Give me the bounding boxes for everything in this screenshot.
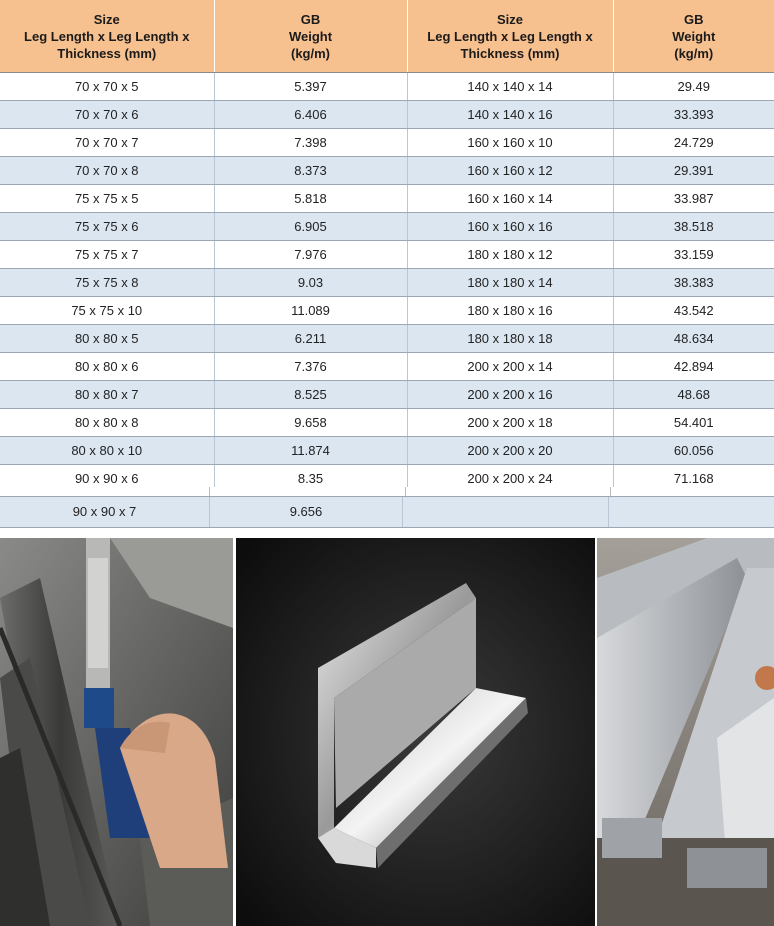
table-row	[0, 297, 774, 325]
table-cell: 160 x 160 x 10	[407, 129, 613, 157]
table-cell: 200 x 200 x 18	[407, 409, 613, 437]
table-cell: 60.056	[613, 437, 774, 465]
table-cell: 75 x 75 x 7	[0, 241, 214, 269]
table-cell: 80 x 80 x 10	[0, 437, 214, 465]
table-cell: 200 x 200 x 14	[407, 353, 613, 381]
table-cell: 180 x 180 x 18	[407, 325, 613, 353]
table-cell: 11.874	[214, 437, 407, 465]
table-cell: 7.376	[214, 353, 407, 381]
table-cell: 70 x 70 x 6	[0, 101, 214, 129]
table-cell: 140 x 140 x 14	[407, 73, 613, 101]
table-cell: 200 x 200 x 24	[407, 465, 613, 493]
table-cell: 75 x 75 x 5	[0, 185, 214, 213]
table-row	[0, 381, 774, 409]
table-row	[0, 353, 774, 381]
table-gap	[0, 487, 774, 496]
table-cell: 48.68	[613, 381, 774, 409]
table-cell: 33.987	[613, 185, 774, 213]
table-cell: 160 x 160 x 14	[407, 185, 613, 213]
table-row	[0, 241, 774, 269]
table-cell: 8.373	[214, 157, 407, 185]
table-cell: 24.729	[613, 129, 774, 157]
table-cell: 9.03	[214, 269, 407, 297]
table-cell: 9.658	[214, 409, 407, 437]
header-size-2: Size Leg Length x Leg Length x Thickness (mm)	[407, 0, 613, 73]
table-row	[0, 157, 774, 185]
table-cell: 6.211	[214, 325, 407, 353]
table-cell: 7.398	[214, 129, 407, 157]
table-cell: 8.35	[214, 465, 407, 493]
table-cell: 33.393	[613, 101, 774, 129]
table-cell: 5.397	[214, 73, 407, 101]
table-cell: 9.656	[210, 497, 403, 527]
table-row	[0, 409, 774, 437]
table-cell: 70 x 70 x 8	[0, 157, 214, 185]
micrometer-measuring-photo-icon	[0, 538, 233, 926]
table-row	[0, 213, 774, 241]
table-cell: 180 x 180 x 14	[407, 269, 613, 297]
table-cell: 90 x 90 x 6	[0, 465, 214, 493]
table-cell: 29.391	[613, 157, 774, 185]
table-cell	[403, 497, 609, 527]
table-row	[0, 269, 774, 297]
table-cell: 200 x 200 x 20	[407, 437, 613, 465]
table-cell: 7.976	[214, 241, 407, 269]
table-cell: 200 x 200 x 16	[407, 381, 613, 409]
table-header-row	[0, 0, 774, 73]
table-cell: 38.383	[613, 269, 774, 297]
table-cell: 80 x 80 x 6	[0, 353, 214, 381]
table-row	[0, 437, 774, 465]
header-size-1: Size Leg Length x Leg Length x Thickness (mm)	[0, 0, 214, 73]
table-cell: 48.634	[613, 325, 774, 353]
table-cell: 29.49	[613, 73, 774, 101]
table-cell: 71.168	[613, 465, 774, 493]
table-cell: 70 x 70 x 5	[0, 73, 214, 101]
table-cell: 33.159	[613, 241, 774, 269]
table-cell: 160 x 160 x 12	[407, 157, 613, 185]
table-cell: 5.818	[214, 185, 407, 213]
table-cell: 54.401	[613, 409, 774, 437]
table-cell: 160 x 160 x 16	[407, 213, 613, 241]
table-cell: 8.525	[214, 381, 407, 409]
table-cell: 38.518	[613, 213, 774, 241]
table-cell: 43.542	[613, 297, 774, 325]
angle-steel-stack-photo-icon	[597, 538, 774, 926]
table-row	[0, 129, 774, 157]
table-row	[0, 185, 774, 213]
table-cell: 6.406	[214, 101, 407, 129]
table-row	[0, 325, 774, 353]
table-cell: 75 x 75 x 10	[0, 297, 214, 325]
table-cell: 42.894	[613, 353, 774, 381]
header-weight-1: GB Weight (kg/m)	[214, 0, 407, 73]
table-cell: 180 x 180 x 12	[407, 241, 613, 269]
table-row	[0, 73, 774, 101]
table-cell: 80 x 80 x 8	[0, 409, 214, 437]
table-cell: 70 x 70 x 7	[0, 129, 214, 157]
table-cell: 80 x 80 x 5	[0, 325, 214, 353]
table-cell: 180 x 180 x 16	[407, 297, 613, 325]
header-weight-2: GB Weight (kg/m)	[613, 0, 774, 73]
table-cell: 6.905	[214, 213, 407, 241]
table-cell: 90 x 90 x 7	[0, 497, 210, 527]
table-row-extra	[0, 496, 774, 528]
table-cell: 140 x 140 x 16	[407, 101, 613, 129]
table-cell: 80 x 80 x 7	[0, 381, 214, 409]
table-cell	[609, 497, 774, 527]
table-cell: 75 x 75 x 8	[0, 269, 214, 297]
table-cell: 11.089	[214, 297, 407, 325]
steel-angle-bar-photo-icon	[236, 538, 595, 926]
table-cell: 75 x 75 x 6	[0, 213, 214, 241]
table-row	[0, 101, 774, 129]
